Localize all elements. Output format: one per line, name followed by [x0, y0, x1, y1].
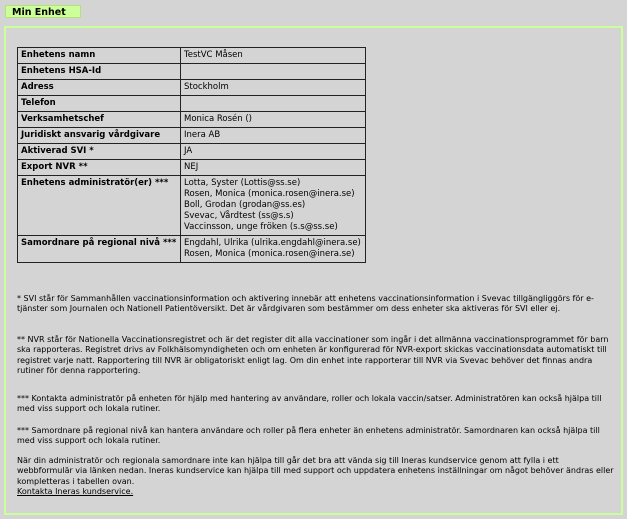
info-row [18, 144, 366, 160]
info-row-value [181, 236, 366, 263]
info-value-line: Engdahl, Ulrika (ulrika.engdahl@inera.se) [184, 238, 361, 248]
info-row [18, 80, 366, 96]
info-value-line: Svevac, Vårdtest (ss@s.s) [184, 211, 294, 221]
info-row-label: Adress [18, 80, 181, 96]
note-svi: * SVI står för Sammanhållen vaccinationsinformation och aktivering innebär att enhetens vaccinationsinformation i Svevac tillgängliggörs för e-tjänster som Journalen och Nationell Patientöversikt. Det är vårdgivaren som bestämmer om dess enheter ska aktiveras för SVI eller ej. [17, 294, 594, 314]
info-row [18, 112, 366, 128]
info-row-label: Telefon [18, 96, 181, 112]
note-support-text: När din administratör och regionala samordnare inte kan hjälpa till går det bra att vända sig till Ineras kundservice genom att fylla i ett webbformulär via länken nedan. Ineras kundservice kan hjälpa till med support och uppdatera enhetens inställningar om något behöver ändras eller kompletteras i tabellen ovan. [17, 456, 614, 486]
note-nvr: ** NVR står för Nationella Vaccinationsregistret och är det register dit alla vaccinationer som ingår i det allmänna vaccinationsprogrammet för barn ska rapporteras. Registret drivs av Folkhälsomyndigheten och om enheten är konfigurerad för NVR-export skickas vaccinationsdata automatiskt till registret varje natt. Rapportering till NVR är obligatoriskt enligt lag. Om din enhet inte rapporterar till NVR via Svevac behöver det finnas andra rutiner för denna rapportering. [17, 335, 609, 376]
info-row [18, 64, 366, 80]
unit-info-table [17, 47, 366, 263]
info-row-value: Stockholm [181, 80, 366, 96]
info-row [18, 96, 366, 112]
info-row-value [181, 96, 366, 112]
contact-support-link[interactable]: Kontakta Ineras kundservice. [17, 487, 134, 497]
info-row-label: Export NVR ** [18, 160, 181, 176]
info-row-value: JA [181, 144, 366, 160]
note-admin: *** Kontakta administratör på enheten för hjälp med hantering av användare, roller och lokala vaccin/satser. Administratören kan också hjälpa till med viss support och lokala rutiner. [17, 394, 602, 414]
info-value-line: Vaccinsson, unge fröken (s.s@ss.se) [184, 222, 338, 232]
info-row-label: Aktiverad SVI * [18, 144, 181, 160]
info-row-value: Inera AB [181, 128, 366, 144]
info-row [18, 48, 366, 64]
info-row-value: Monica Rosén () [181, 112, 366, 128]
info-row [18, 176, 366, 236]
info-row-label: Enhetens HSA-Id [18, 64, 181, 80]
info-row-value [181, 176, 366, 236]
info-row [18, 128, 366, 144]
info-value-line: Lotta, Syster (Lottis@ss.se) [184, 178, 301, 188]
tab-min-enhet[interactable]: Min Enhet [5, 5, 81, 18]
info-row-value [181, 64, 366, 80]
info-value-line: Boll, Grodan (grodan@ss.es) [184, 200, 306, 210]
info-row-value: NEJ [181, 160, 366, 176]
info-row-label: Verksamhetschef [18, 112, 181, 128]
info-row-label: Juridiskt ansvarig vårdgivare [18, 128, 181, 144]
info-row-label: Samordnare på regional nivå *** [18, 236, 181, 263]
info-row-value: TestVC Måsen [181, 48, 366, 64]
info-value-line: Rosen, Monica (monica.rosen@inera.se) [184, 189, 355, 199]
note-regional: *** Samordnare på regional nivå kan hantera användare och roller på flera enheter än enhetens administratör. Samordnaren kan också hjälpa till med viss support och lokala rutiner. [17, 426, 600, 446]
info-row [18, 236, 366, 263]
info-row [18, 160, 366, 176]
info-row-label: Enhetens namn [18, 48, 181, 64]
info-value-line: Rosen, Monica (monica.rosen@inera.se) [184, 249, 355, 259]
unit-info-panel [4, 26, 623, 515]
note-support [17, 456, 617, 498]
info-row-label: Enhetens administratör(er) *** [18, 176, 181, 236]
